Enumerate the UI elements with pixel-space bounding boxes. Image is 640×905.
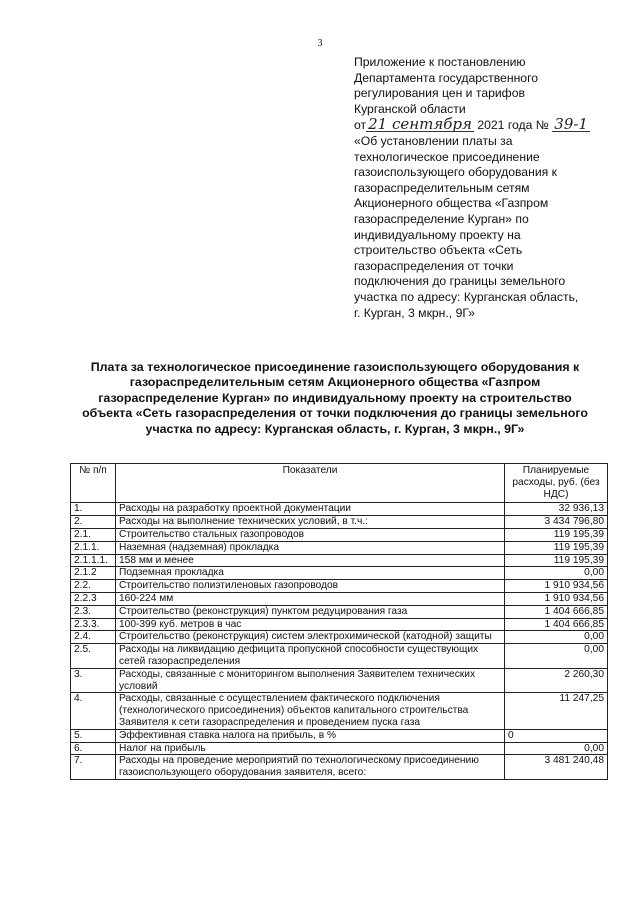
table-row [71, 729, 608, 742]
appendix-subject-line: газораспределительным сетям [354, 180, 530, 195]
table-row [71, 644, 608, 669]
table-row [71, 592, 608, 605]
cell-number: 1. [71, 503, 116, 516]
cell-indicator: Расходы на ликвидацию дефицита пропускной способности существующих сетей газораспределения [116, 644, 505, 669]
title-line: газораспределение Курган» по индивидуальному проекту на строительство [98, 390, 572, 405]
appendix-subject-line: Акционерного общества «Газпром [354, 196, 549, 211]
cell-indicator: 158 мм и менее [116, 554, 505, 567]
appendix-line: регулирования цен и тарифов [354, 86, 525, 101]
cell-number: 6. [71, 742, 116, 755]
appendix-subject-line: газораспределение Курган» по [354, 211, 529, 226]
cell-number: 2.2.3 [71, 592, 116, 605]
title-line: Плата за технологическое присоединение газоиспользующего оборудования к [90, 360, 580, 374]
document-title [55, 360, 615, 437]
table-row [71, 516, 608, 529]
appendix-subject-line: «Об установлении платы за [354, 133, 513, 148]
cell-amount: 0,00 [505, 644, 608, 669]
appendix-line: Приложение к постановлению [354, 55, 526, 69]
cell-amount: 0 [505, 729, 608, 742]
cell-number: 2.4. [71, 631, 116, 644]
cell-indicator: Расходы на выполнение технических условий, в т.ч.: [116, 516, 505, 529]
table-row [71, 618, 608, 631]
cell-number: 2.1.1. [71, 541, 116, 554]
appendix-date-line [354, 117, 614, 134]
cell-amount: 2 260,30 [505, 668, 608, 693]
appendix-subject-line: участка по адресу: Курганская область, [354, 289, 579, 304]
cell-number: 2.3.3. [71, 618, 116, 631]
header-amount: Планируемые расходы, руб. (без НДС) [505, 464, 608, 503]
cell-amount: 1 404 666,85 [505, 605, 608, 618]
table-row [71, 668, 608, 693]
cell-indicator: Расходы на разработку проектной документации [116, 503, 505, 516]
cell-number: 2. [71, 516, 116, 529]
cell-amount: 0,00 [505, 742, 608, 755]
header-num: № п/п [71, 464, 116, 503]
table-row [71, 742, 608, 755]
cell-number: 2.5. [71, 644, 116, 669]
cell-indicator: Эффективная ставка налога на прибыль, в % [116, 729, 505, 742]
cell-amount: 0,00 [505, 631, 608, 644]
table-row [71, 567, 608, 580]
table-row [71, 755, 608, 780]
appendix-subject-line: индивидуальному проекту на [354, 227, 521, 242]
title-line: газораспределительным сетям Акционерного общества «Газпром [129, 375, 541, 390]
appendix-subject-line: г. Курган, 3 мкрн., 9Г» [354, 305, 475, 320]
table-row [71, 541, 608, 554]
cell-indicator: Налог на прибыль [116, 742, 505, 755]
appendix-line: Департамента государственного [354, 70, 539, 85]
cell-amount: 32 936,13 [505, 503, 608, 516]
table-row [71, 693, 608, 729]
cell-indicator: Расходы, связанные с осуществлением фактического подключения (технологического присоединения) объектов капитального строительства Заявителя к сети газораспределения и проведением пуска газа [116, 693, 505, 729]
table-row [71, 554, 608, 567]
table-row [71, 580, 608, 593]
cell-indicator: 160-224 мм [116, 592, 505, 605]
cell-number: 2.2. [71, 580, 116, 593]
cell-amount: 11 247,25 [505, 693, 608, 729]
cell-indicator: Расходы, связанные с мониторингом выполнения Заявителем технических условий [116, 668, 505, 693]
cell-amount: 0,00 [505, 567, 608, 580]
cell-number: 4. [71, 693, 116, 729]
appendix-subject-line: технологическое присоединение [354, 149, 540, 164]
cell-number: 5. [71, 729, 116, 742]
table-header-row [71, 464, 608, 503]
cell-indicator: Строительство стальных газопроводов [116, 528, 505, 541]
cell-indicator: Наземная (надземная) прокладка [116, 541, 505, 554]
cell-indicator: Подземная прокладка [116, 567, 505, 580]
cell-amount: 1 910 934,56 [505, 580, 608, 593]
cell-amount: 119 195,39 [505, 528, 608, 541]
cell-amount: 119 195,39 [505, 541, 608, 554]
cell-indicator: Строительство (реконструкция) пунктом редуцирования газа [116, 605, 505, 618]
cell-indicator: Строительство полиэтиленовых газопроводов [116, 580, 505, 593]
appendix-line: Курганской области [354, 101, 466, 116]
cell-amount: 3 434 796,80 [505, 516, 608, 529]
cell-number: 2.1. [71, 528, 116, 541]
date-prefix: от [354, 118, 367, 133]
cell-indicator: Расходы на проведение мероприятий по технологическому присоединению газоиспользующего оборудования заявителя, всего: [116, 755, 505, 780]
cell-number: 2.1.2 [71, 567, 116, 580]
date-year: 2021 года № [477, 118, 549, 133]
cell-amount: 3 481 240,48 [505, 755, 608, 780]
cell-amount: 1 910 934,56 [505, 592, 608, 605]
cell-number: 2.3. [71, 605, 116, 618]
handwritten-number: 39-1 [554, 115, 588, 134]
table-row [71, 528, 608, 541]
cell-indicator: Строительство (реконструкция) систем электрохимической (катодной) защиты [116, 631, 505, 644]
cell-number: 7. [71, 755, 116, 780]
title-line: участка по адресу: Курганская область, г. Курган, 3 мкрн., 9Г» [145, 421, 525, 436]
title-line: объекта «Сеть газораспределения от точки подключения до границы земельного [82, 406, 588, 421]
appendix-subject-line: газоиспользующего оборудования к [354, 165, 557, 180]
handwritten-date: 21 сентября [368, 115, 472, 134]
page-number: 3 [317, 38, 323, 49]
cell-number: 3. [71, 668, 116, 693]
cell-amount: 1 404 666,85 [505, 618, 608, 631]
appendix-subject-line: строительство объекта «Сеть [354, 243, 523, 258]
table-row [71, 503, 608, 516]
header-indicator: Показатели [116, 464, 505, 503]
fee-table [70, 463, 608, 780]
appendix-subject-line: газораспределения от точки [354, 258, 514, 273]
appendix-subject-line: подключения до границы земельного [354, 274, 566, 289]
cell-amount: 119 195,39 [505, 554, 608, 567]
appendix-header [354, 55, 614, 321]
table-body [71, 503, 608, 780]
table-row [71, 631, 608, 644]
table-row [71, 605, 608, 618]
cell-indicator: 100-399 куб. метров в час [116, 618, 505, 631]
cell-number: 2.1.1.1. [71, 554, 116, 567]
